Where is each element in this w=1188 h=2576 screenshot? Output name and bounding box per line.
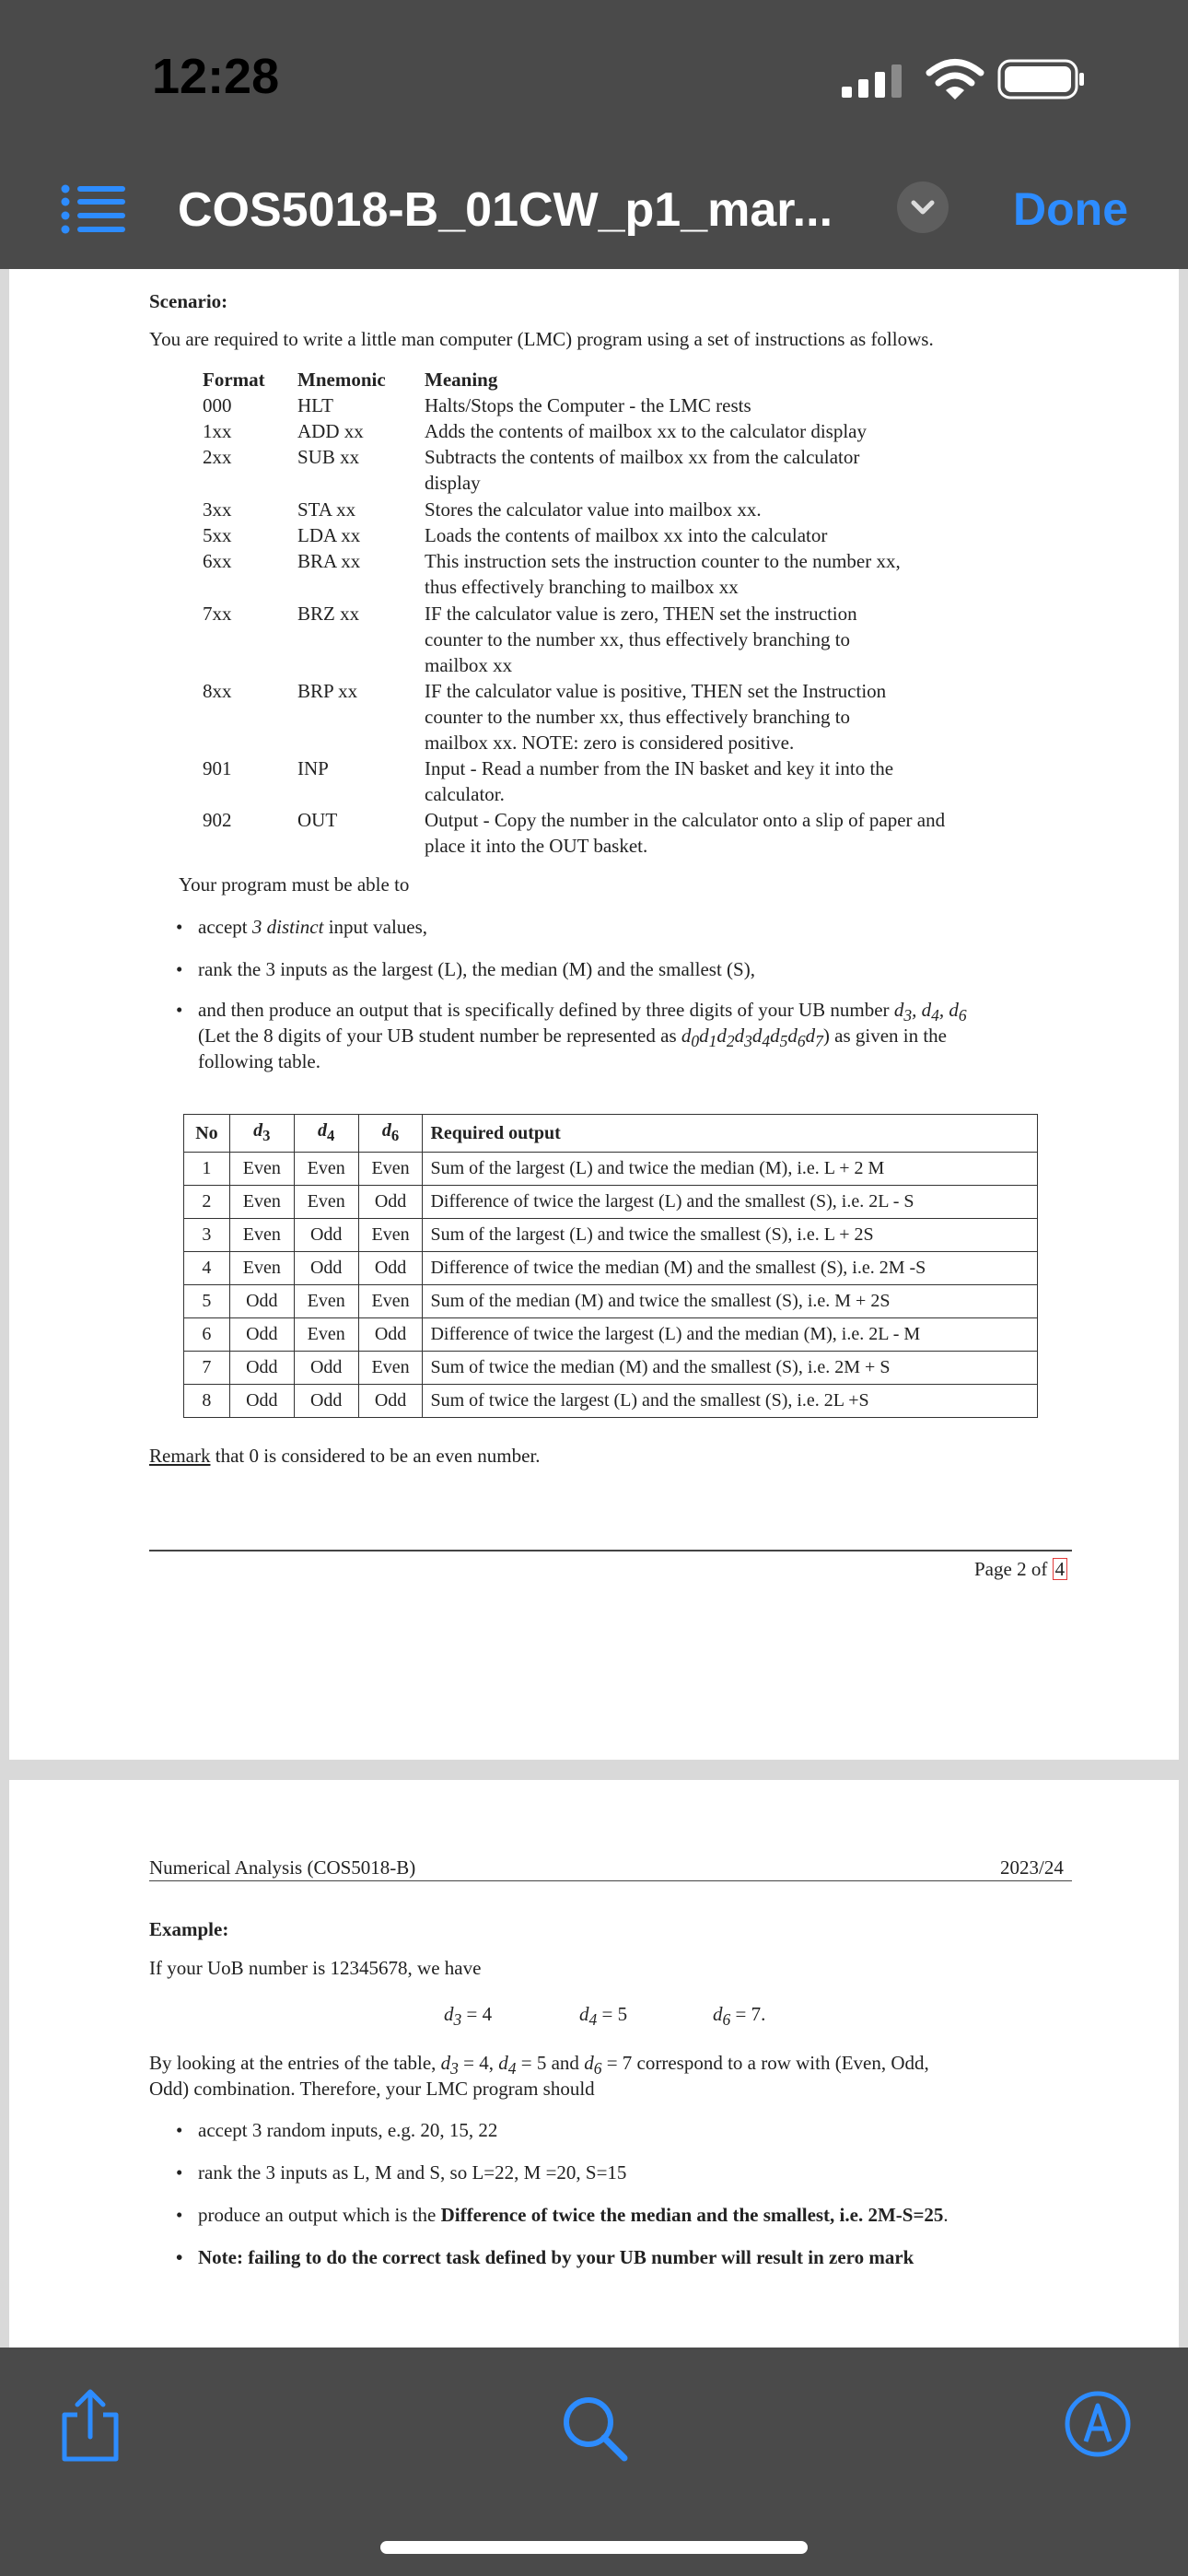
table-row <box>184 1385 1038 1418</box>
home-indicator[interactable] <box>380 2541 808 2554</box>
cell-no: 6 <box>184 1318 230 1352</box>
equation-value: = 5 <box>601 2003 628 2025</box>
instr-meaning-cont: mailbox xx <box>425 654 513 676</box>
para-text: = 7 correspond to a row with (Even, Odd, <box>606 2052 929 2074</box>
done-button[interactable]: Done <box>1013 183 1128 235</box>
instr-mnemonic: BRZ xx <box>297 603 360 625</box>
instr-format: 000 <box>203 394 232 416</box>
scenario-heading: Scenario: <box>149 290 228 312</box>
instr-meaning: Input - Read a number from the IN basket and key it into the <box>425 757 894 779</box>
instr-format: 2xx <box>203 446 232 468</box>
cell-d4: Odd <box>294 1352 358 1385</box>
instr-format: 8xx <box>203 680 232 702</box>
cell-no: 3 <box>184 1219 230 1252</box>
list-item <box>198 2202 949 2228</box>
instr-mnemonic: BRA xx <box>297 550 361 572</box>
equation-value: = 4 <box>466 2003 493 2025</box>
cell-d4: Even <box>294 1318 358 1352</box>
cell-required-output: Sum of the largest (L) and twice the smallest (S), i.e. L + 2S <box>423 1219 1038 1252</box>
cell-d6: Odd <box>358 1252 423 1285</box>
para-text: = 4, <box>463 2052 495 2074</box>
instr-meaning: Halts/Stops the Computer - the LMC rests <box>425 394 751 416</box>
cell-d3: Odd <box>229 1352 294 1385</box>
instr-meaning-cont: calculator. <box>425 783 505 805</box>
instr-meaning-cont: counter to the number xx, thus effectively branching to <box>425 706 851 728</box>
cell-d4: Even <box>294 1285 358 1318</box>
cell-required-output: Difference of twice the largest (L) and the smallest (S), i.e. 2L - S <box>423 1186 1038 1219</box>
page-number <box>974 1556 1067 1582</box>
instr-meaning: Loads the contents of mailbox xx into the calculator <box>425 524 828 546</box>
bullet-text: ) as given in the <box>822 1025 948 1047</box>
cell-no: 4 <box>184 1252 230 1285</box>
table-row <box>184 1153 1038 1186</box>
cell-d6: Even <box>358 1285 423 1318</box>
cell-required-output: Difference of twice the median (M) and the smallest (S), i.e. 2M -S <box>423 1252 1038 1285</box>
para-text: = 5 and <box>520 2052 579 2074</box>
required-output-table <box>183 1114 1038 1418</box>
instr-header-meaning: Meaning <box>425 369 498 391</box>
running-header-left: Numerical Analysis (COS5018-B) <box>149 1856 416 1879</box>
markup-pen-icon[interactable] <box>1064 2390 1132 2458</box>
header-d6: $d_6$ <box>358 1115 423 1153</box>
cell-d3: Even <box>229 1219 294 1252</box>
bullet-emphasis: Difference of twice the median and the smallest, i.e. 2M-S=25 <box>440 2204 944 2226</box>
instr-meaning-cont: place it into the OUT basket. <box>425 835 648 857</box>
para-text: By looking at the entries of the table, <box>149 2052 437 2074</box>
table-row <box>184 1352 1038 1385</box>
status-time: 12:28 <box>152 49 280 104</box>
instr-meaning: Subtracts the contents of mailbox xx from the calculator <box>425 446 860 468</box>
cell-required-output: Difference of twice the largest (L) and the median (M), i.e. 2L - M <box>423 1318 1038 1352</box>
bullet-text: input values, <box>328 916 428 938</box>
instr-meaning: IF the calculator value is positive, THEN set the Instruction <box>425 680 887 702</box>
remark-text <box>149 1443 541 1469</box>
instr-format: 6xx <box>203 550 232 572</box>
cell-d6: Odd <box>358 1385 423 1418</box>
instr-format: 1xx <box>203 420 232 442</box>
table-header-row <box>184 1115 1038 1153</box>
instr-mnemonic: OUT <box>297 809 338 831</box>
instr-format: 901 <box>203 757 232 779</box>
cell-required-output: Sum of twice the largest (L) and the smallest (S), i.e. 2L +S <box>423 1385 1038 1418</box>
cell-d6: Even <box>358 1219 423 1252</box>
list-menu-icon[interactable] <box>61 184 125 234</box>
digit-symbols: $d_3$, $d_4$, $d_6$ <box>893 999 967 1025</box>
cell-no: 5 <box>184 1285 230 1318</box>
cell-d6: Even <box>358 1153 423 1186</box>
cell-d6: Odd <box>358 1318 423 1352</box>
cell-required-output: Sum of the median (M) and twice the smallest (S), i.e. M + 2S <box>423 1285 1038 1318</box>
wifi-icon <box>926 57 984 101</box>
cell-d4: Even <box>294 1186 358 1219</box>
instr-mnemonic: INP <box>297 757 329 779</box>
instr-meaning: IF the calculator value is zero, THEN set the instruction <box>425 603 857 625</box>
ub-number-symbols: $d_0d_1d_2d_3d_4d_5d_6d_7$ <box>681 1025 823 1051</box>
bullet-emphasis: 3 distinct <box>251 916 324 938</box>
header-d3: $d_3$ <box>229 1115 294 1153</box>
cell-d3: Even <box>229 1153 294 1186</box>
cell-d3: Even <box>229 1252 294 1285</box>
instr-header-format: Format <box>203 369 265 391</box>
equation-value: = 7. <box>735 2003 766 2025</box>
equation-d4: $d_4 = 5$ <box>579 2003 628 2030</box>
instr-mnemonic: ADD xx <box>297 420 364 442</box>
bullet-text: and then produce an output that is specifically defined by three digits of your UB number <box>198 999 890 1021</box>
list-item: • rank the 3 inputs as the largest (L), the median (M) and the smallest (S), <box>198 956 755 982</box>
bullet-text: (Let the 8 digits of your UB student number be represented as <box>198 1025 677 1047</box>
cell-no: 8 <box>184 1385 230 1418</box>
bullet-text: . <box>943 2204 949 2226</box>
remark-word: Remark <box>149 1445 211 1467</box>
cell-d4: Odd <box>294 1385 358 1418</box>
instr-mnemonic: SUB xx <box>297 446 360 468</box>
instr-meaning-cont: display <box>425 472 481 494</box>
remark-rest: that 0 is considered to be an even number. <box>215 1445 541 1467</box>
header-no: No <box>184 1115 230 1153</box>
instr-mnemonic: HLT <box>297 394 333 416</box>
example-paragraph-line: Odd) combination. Therefore, your LMC program should <box>149 2078 595 2100</box>
example-paragraph-line: By looking at the entries of the table, $d_3 = 4$, $d_4 = 5$ and $d_6 = 7$ correspond to a row with (Even, Odd, <box>149 2052 929 2078</box>
cell-d6: Odd <box>358 1186 423 1219</box>
cell-no: 1 <box>184 1153 230 1186</box>
cell-d3: Odd <box>229 1318 294 1352</box>
intro-text: You are required to write a little man computer (LMC) program using a set of instructions as follows. <box>149 328 934 350</box>
instr-meaning: Stores the calculator value into mailbox xx. <box>425 498 762 521</box>
footer-divider <box>149 1550 1072 1551</box>
instr-format: 7xx <box>203 603 232 625</box>
instr-meaning: Adds the contents of mailbox xx to the calculator display <box>425 420 867 442</box>
cellular-signal-icon <box>840 63 904 100</box>
example-intro: If your UoB number is 12345678, we have <box>149 1957 482 1979</box>
list-item: • Note: failing to do the correct task defined by your UB number will result in zero mark <box>198 2244 914 2270</box>
cell-no: 2 <box>184 1186 230 1219</box>
page-number-prefix: Page 2 of <box>974 1558 1048 1580</box>
equation-d6: $d_6 = 7$. <box>713 2003 766 2030</box>
instr-header-mnemonic: Mnemonic <box>297 369 386 391</box>
instr-format: 902 <box>203 809 232 831</box>
search-icon[interactable] <box>560 2394 630 2464</box>
cell-required-output: Sum of the largest (L) and twice the median (M), i.e. L + 2 M <box>423 1153 1038 1186</box>
page-total-link[interactable]: 4 <box>1053 1558 1068 1580</box>
instr-meaning-cont: mailbox xx. NOTE: zero is considered positive. <box>425 732 795 754</box>
cell-d3: Even <box>229 1186 294 1219</box>
bullet-text: accept <box>198 916 248 938</box>
list-item: • accept 3 random inputs, e.g. 20, 15, 22 <box>198 2117 497 2143</box>
list-item: • rank the 3 inputs as L, M and S, so L=22, M =20, S=15 <box>198 2160 626 2185</box>
cell-no: 7 <box>184 1352 230 1385</box>
cell-d4: Even <box>294 1153 358 1186</box>
bullet-text: produce an output which is the <box>198 2204 437 2226</box>
instr-meaning: This instruction sets the instruction counter to the number xx, <box>425 550 901 572</box>
example-heading: Example: <box>149 1918 229 1940</box>
chevron-down-icon <box>897 181 949 233</box>
cell-required-output: Sum of twice the median (M) and the smallest (S), i.e. 2M + S <box>423 1352 1038 1385</box>
document-title[interactable]: COS5018-B_01CW_p1_mar... <box>178 183 833 237</box>
instr-meaning: Output - Copy the number in the calculator onto a slip of paper and <box>425 809 946 831</box>
header-required-output: Required output <box>423 1115 1038 1153</box>
cell-d4: Odd <box>294 1252 358 1285</box>
requirements-intro: Your program must be able to <box>179 873 410 896</box>
header-divider <box>149 1880 1072 1881</box>
instr-mnemonic: BRP xx <box>297 680 358 702</box>
cell-d6: Even <box>358 1352 423 1385</box>
cell-d4: Odd <box>294 1219 358 1252</box>
instr-meaning-cont: thus effectively branching to mailbox xx <box>425 576 739 598</box>
list-item <box>198 914 427 940</box>
table-row <box>184 1318 1038 1352</box>
table-row <box>184 1252 1038 1285</box>
equation-d3: $d_3 = 4$ <box>444 2003 493 2030</box>
instr-mnemonic: STA xx <box>297 498 356 521</box>
title-menu-button[interactable] <box>897 181 949 233</box>
table-row <box>184 1219 1038 1252</box>
running-header-right: 2023/24 <box>1000 1856 1064 1879</box>
battery-icon <box>997 57 1086 101</box>
table-row <box>184 1186 1038 1219</box>
instr-mnemonic: LDA xx <box>297 524 361 546</box>
instr-meaning-cont: counter to the number xx, thus effectively branching to <box>425 628 851 650</box>
cell-d3: Odd <box>229 1385 294 1418</box>
instr-format: 5xx <box>203 524 232 546</box>
bullet-continuation: following table. <box>198 1050 320 1072</box>
share-icon[interactable] <box>57 2389 123 2463</box>
cell-d3: Odd <box>229 1285 294 1318</box>
instr-format: 3xx <box>203 498 232 521</box>
header-d4: $d_4$ <box>294 1115 358 1153</box>
table-row <box>184 1285 1038 1318</box>
